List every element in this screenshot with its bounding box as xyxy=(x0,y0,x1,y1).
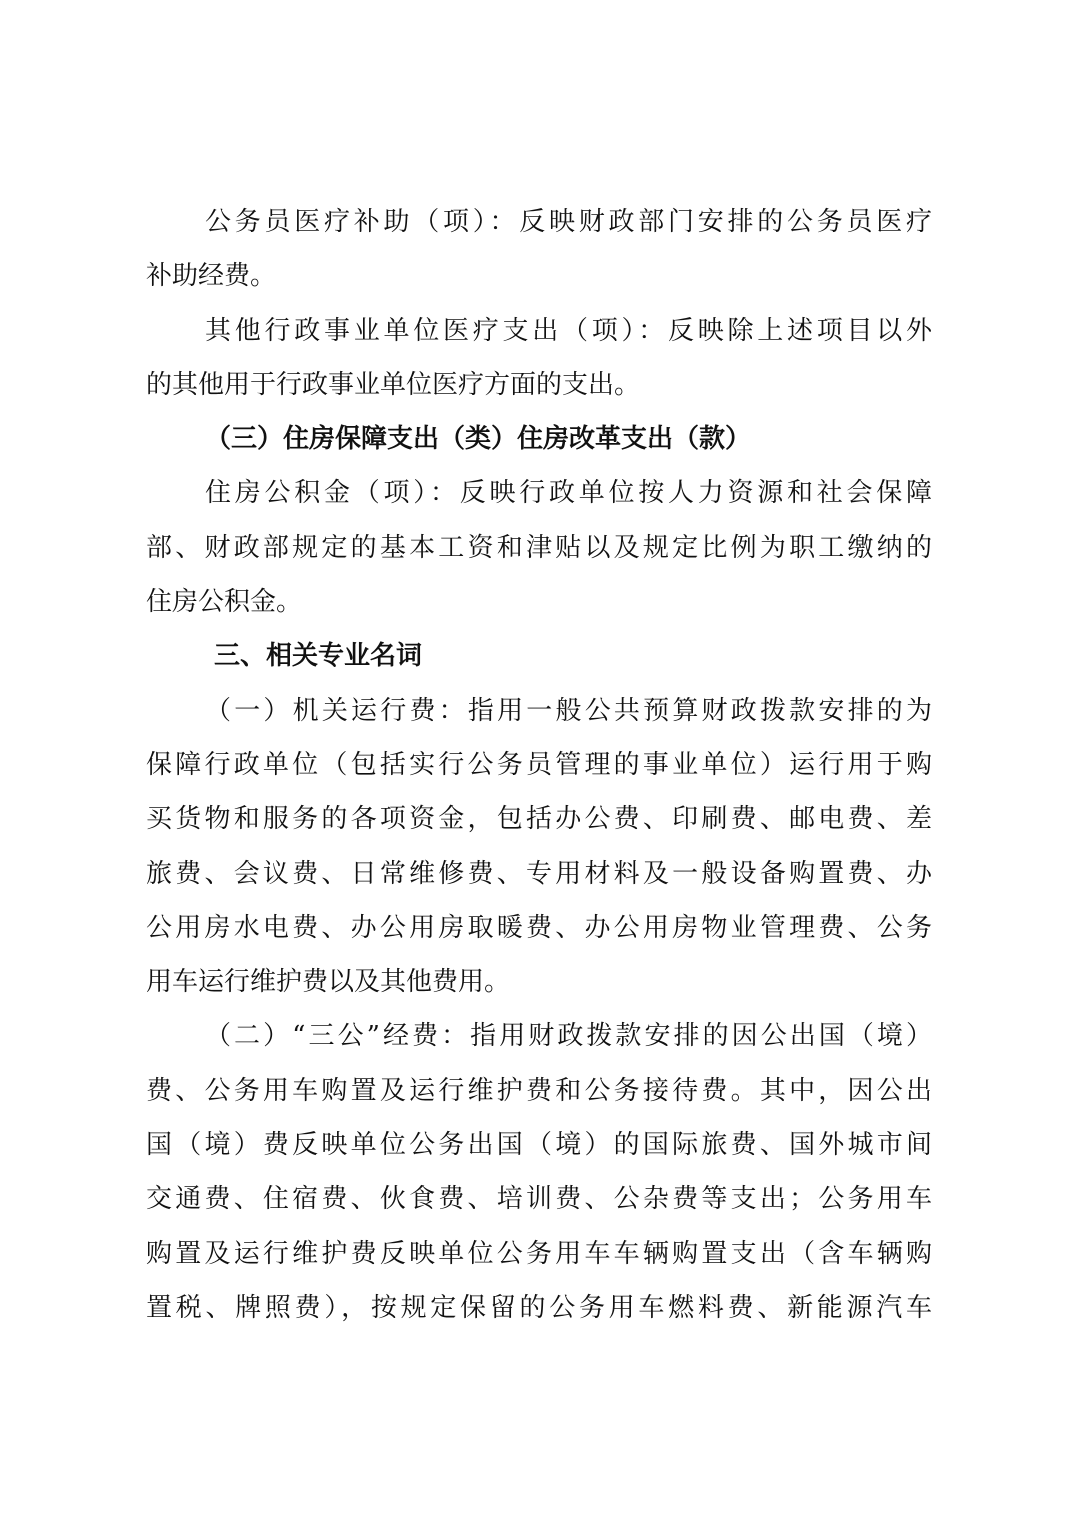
text-line: （二）“三公”经费：指用财政拨款安排的因公出国（境） xyxy=(205,1021,932,1052)
text-line: 其他行政事业单位医疗支出（项）：反映除上述项目以外 xyxy=(205,315,932,346)
text-line: 旅费、会议费、日常维修费、专用材料及一般设备购置费、办 xyxy=(146,858,932,889)
section-heading: 三、相关专业名词 xyxy=(214,641,423,672)
document-body xyxy=(146,195,932,1335)
text-line: 住房公积金（项）：反映行政单位按人力资源和社会保障 xyxy=(205,478,932,509)
text-line: 置税、牌照费），按规定保留的公务用车燃料费、新能源汽车 xyxy=(146,1292,932,1323)
text-line: 国（境）费反映单位公务出国（境）的国际旅费、国外城市间 xyxy=(146,1130,932,1161)
text-line: 费、公务用车购置及运行维护费和公务接待费。其中，因公出 xyxy=(146,1075,932,1106)
text-line: （一）机关运行费：指用一般公共预算财政拨款安排的为 xyxy=(205,695,932,726)
text-line: 公用房水电费、办公用房取暖费、办公用房物业管理费、公务 xyxy=(146,912,932,943)
text-line: 补助经费。 xyxy=(146,261,277,292)
text-line: 买货物和服务的各项资金，包括办公费、印刷费、邮电费、差 xyxy=(146,804,932,835)
section-heading: （三）住房保障支出（类）住房改革支出（款） xyxy=(205,424,752,455)
text-line: 住房公积金。 xyxy=(146,587,303,618)
text-line: 交通费、住宿费、伙食费、培训费、公杂费等支出；公务用车 xyxy=(146,1184,932,1215)
text-line: 用车运行维护费以及其他费用。 xyxy=(146,967,511,998)
text-line: 的其他用于行政事业单位医疗方面的支出。 xyxy=(146,369,641,400)
text-line: 公务员医疗补助（项）：反映财政部门安排的公务员医疗 xyxy=(205,207,932,237)
text-line: 保障行政单位（包括实行公务员管理的事业单位）运行用于购 xyxy=(146,749,932,780)
text-line: 部、财政部规定的基本工资和津贴以及规定比例为职工缴纳的 xyxy=(146,532,932,563)
text-line: 购置及运行维护费反映单位公务用车车辆购置支出（含车辆购 xyxy=(146,1238,932,1269)
